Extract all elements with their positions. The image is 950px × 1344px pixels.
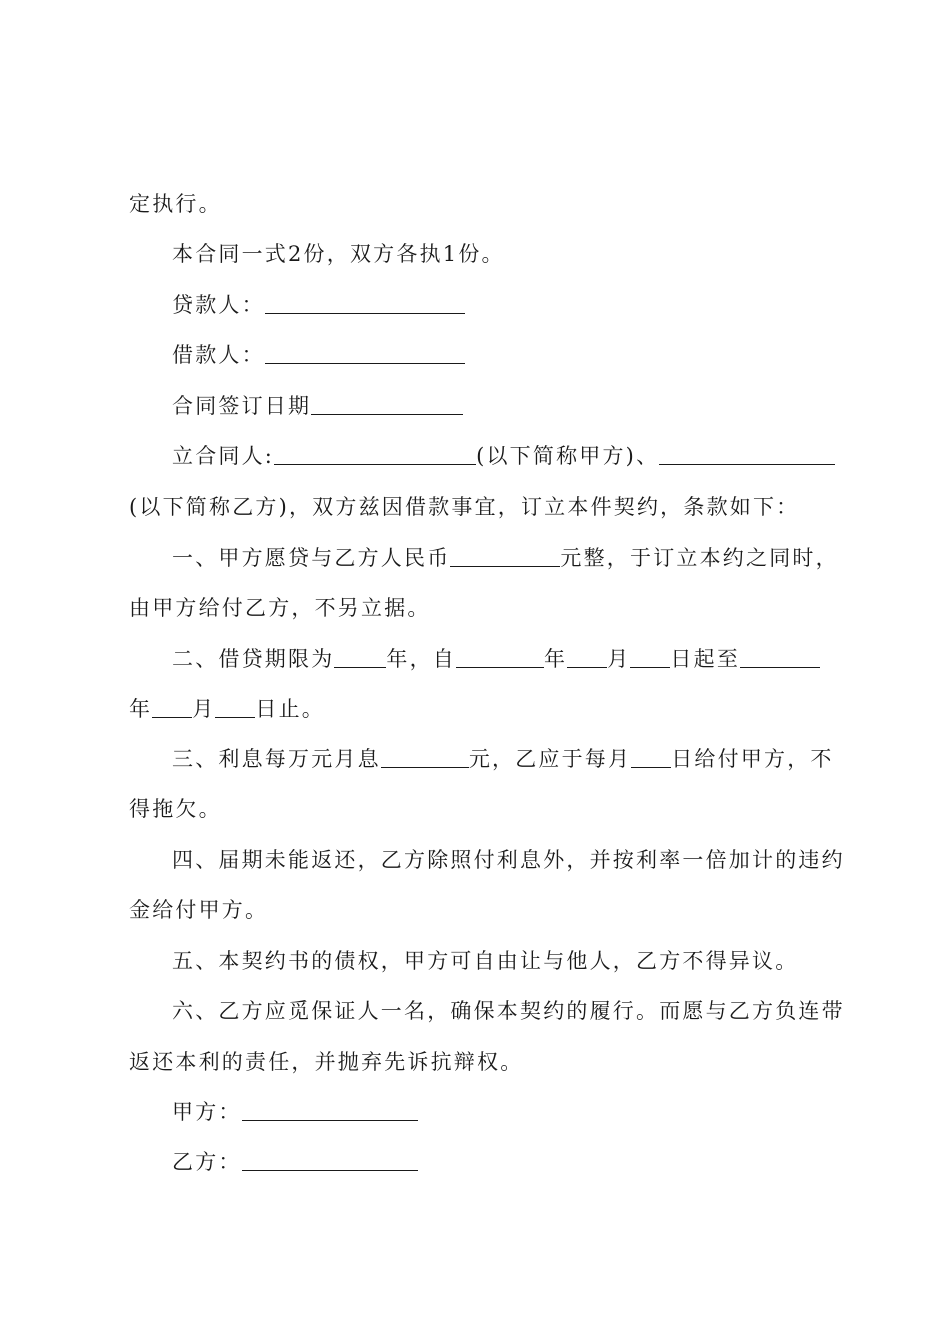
contract-parties-line xyxy=(172,442,835,470)
text: 金给付甲方。 xyxy=(129,898,269,922)
text: 年 xyxy=(129,697,153,721)
lender-label: 贷款人： xyxy=(172,293,265,317)
text: 由甲方给付乙方，不另立据。 xyxy=(129,596,431,620)
borrower-blank[interactable] xyxy=(265,343,465,364)
text: 本合同一式2份，双方各执1份。 xyxy=(172,242,505,266)
party-a-blank[interactable] xyxy=(274,444,476,465)
interest-blank[interactable] xyxy=(381,747,469,768)
party-b-signature-blank[interactable] xyxy=(242,1150,418,1171)
text: 二、借贷期限为 xyxy=(172,647,335,671)
amount-blank[interactable] xyxy=(450,546,560,567)
end-year-blank[interactable] xyxy=(740,647,820,668)
pay-day-blank[interactable] xyxy=(631,747,671,768)
text: 月 xyxy=(192,697,216,721)
end-day-blank[interactable] xyxy=(215,697,255,718)
text: 五、本契约书的债权，甲方可自由让与他人，乙方不得异议。 xyxy=(172,949,799,973)
text-line xyxy=(129,695,325,723)
party-a-signature-line xyxy=(172,1098,418,1126)
text: (以下简称乙方)，双方兹因借款事宜，订立本件契约，条款如下： xyxy=(129,495,800,519)
text-line xyxy=(172,846,845,874)
sign-date-label: 合同签订日期 xyxy=(172,394,312,418)
party-a-label: 甲方： xyxy=(172,1100,242,1124)
clause-2-line xyxy=(172,645,820,673)
borrower-signature-line xyxy=(172,341,465,369)
text: 得拖欠。 xyxy=(129,797,222,821)
clause-3-line xyxy=(172,745,834,773)
text-line xyxy=(129,594,431,622)
text: 日止。 xyxy=(255,697,326,721)
term-years-blank[interactable] xyxy=(334,647,386,668)
text-line xyxy=(172,240,505,268)
text-line xyxy=(172,997,845,1025)
text: 定执行。 xyxy=(129,192,222,216)
party-b-signature-line xyxy=(172,1148,418,1176)
start-day-blank[interactable] xyxy=(630,647,670,668)
sign-date-line xyxy=(172,392,463,420)
text-line xyxy=(129,493,799,521)
text-line xyxy=(129,190,222,218)
text-line xyxy=(129,795,222,823)
text: 年 xyxy=(544,647,568,671)
borrower-label: 借款人： xyxy=(172,343,265,367)
text-line xyxy=(129,896,268,924)
text: 日起至 xyxy=(670,647,741,671)
text-line xyxy=(172,947,798,975)
text-line xyxy=(129,1048,523,1076)
text: 一、甲方愿贷与乙方人民币 xyxy=(172,546,451,570)
party-a-signature-blank[interactable] xyxy=(242,1100,418,1121)
text: 返还本利的责任，并抛弃先诉抗辩权。 xyxy=(129,1050,524,1074)
start-month-blank[interactable] xyxy=(567,647,607,668)
party-b-blank[interactable] xyxy=(659,444,835,465)
text: 六、乙方应觅保证人一名，确保本契约的履行。而愿与乙方负连带 xyxy=(172,999,845,1023)
text: 年，自 xyxy=(386,647,457,671)
end-month-blank[interactable] xyxy=(152,697,192,718)
text: (以下简称甲方)、 xyxy=(476,444,660,468)
clause-1-line xyxy=(172,544,839,572)
text: 立合同人: xyxy=(172,444,275,468)
party-b-label: 乙方： xyxy=(172,1150,242,1174)
text: 元整，于订立本约之同时， xyxy=(560,546,839,570)
text: 日给付甲方，不 xyxy=(671,747,834,771)
text: 三、利息每万元月息 xyxy=(172,747,381,771)
start-year-blank[interactable] xyxy=(456,647,544,668)
text: 月 xyxy=(607,647,631,671)
lender-signature-line xyxy=(172,291,465,319)
text: 元，乙应于每月 xyxy=(468,747,632,771)
text: 四、届期未能返还，乙方除照付利息外，并按利率一倍加计的违约 xyxy=(172,848,845,872)
sign-date-blank[interactable] xyxy=(311,394,463,415)
lender-blank[interactable] xyxy=(265,293,465,314)
